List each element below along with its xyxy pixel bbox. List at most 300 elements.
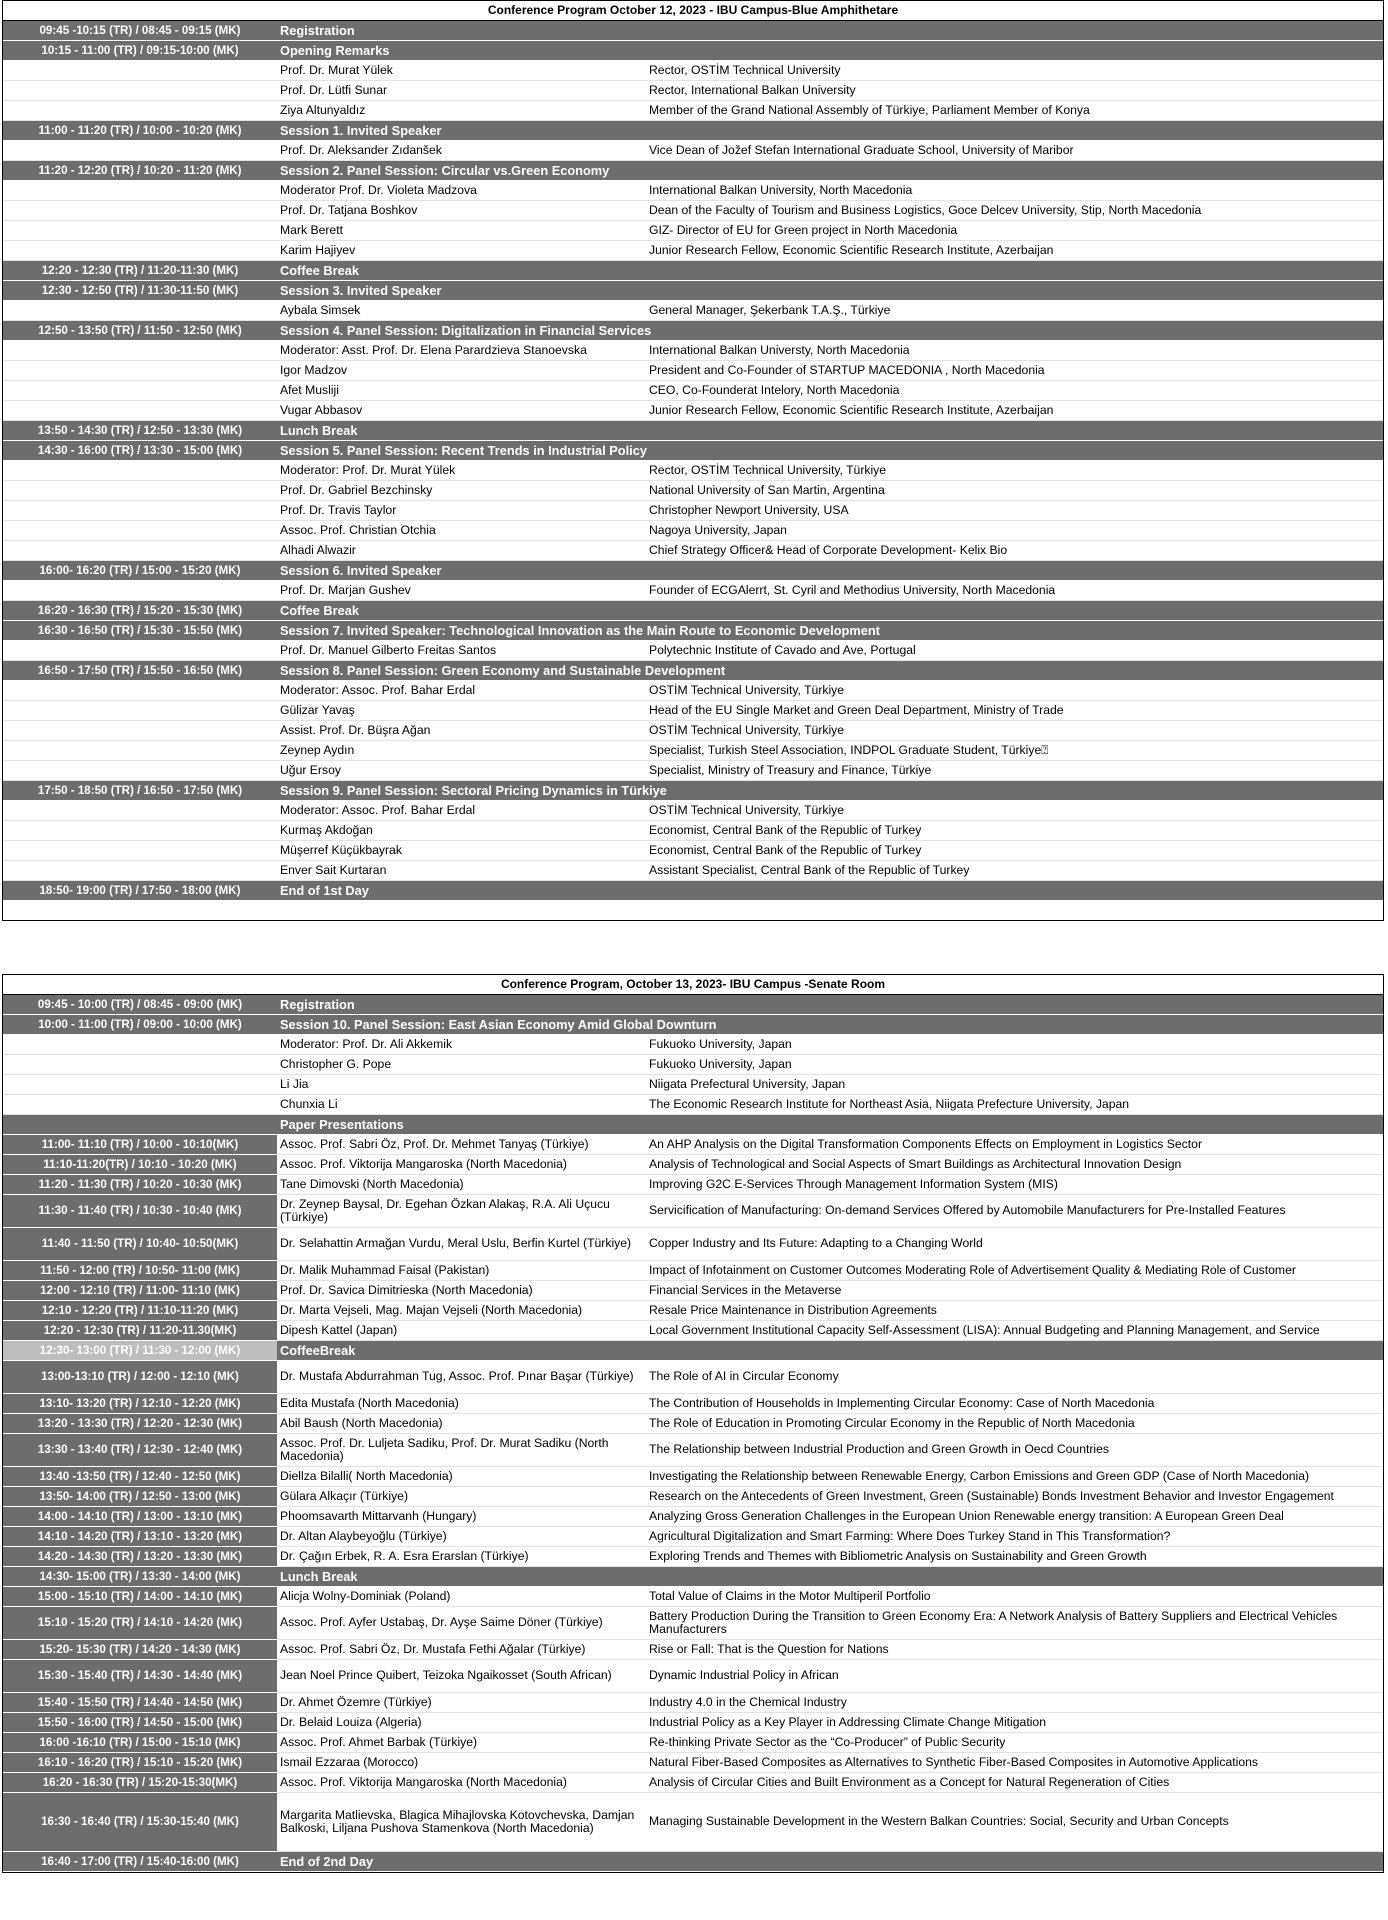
presenter-names: Prof. Dr. Savica Dimitrieska (North Macedonia) <box>277 1281 646 1301</box>
paper-title: Investigating the Relationship between Renewable Energy, Carbon Emissions and Green GDP (Case of North Macedonia) <box>646 1467 1383 1487</box>
time-slot-empty <box>3 821 277 841</box>
time-slot: 11:00 - 11:20 (TR) / 10:00 - 10:20 (MK) <box>3 121 277 141</box>
time-slot: 12:30 - 12:50 (TR) / 11:30-11:50 (MK) <box>3 281 277 301</box>
presenter-names: Dr. Altan Alaybeyoğlu (Türkiye) <box>277 1527 646 1547</box>
speaker-affiliation: Rector, OSTİM Technical University, Türkiye <box>646 461 1383 481</box>
paper-title: Exploring Trends and Themes with Bibliometric Analysis on Sustainability and Green Growth <box>646 1547 1383 1567</box>
speaker-name: Mark Berett <box>277 221 646 241</box>
time-slot-empty <box>3 101 277 121</box>
speaker-name: Moderator Prof. Dr. Violeta Madzova <box>277 181 646 201</box>
speaker-affiliation: Economist, Central Bank of the Republic of Turkey <box>646 841 1383 861</box>
time-slot: 12:50 - 13:50 (TR) / 11:50 - 12:50 (MK) <box>3 321 277 341</box>
time-slot: 18:50- 19:00 (TR) / 17:50 - 18:00 (MK) <box>3 881 277 901</box>
paper-title: An AHP Analysis on the Digital Transformation Components Effects on Employment in Logistics Sector <box>646 1135 1383 1155</box>
session-title: Paper Presentations <box>277 1115 1383 1135</box>
session-title: Session 3. Invited Speaker <box>277 281 1383 301</box>
presenter-names: Dr. Çağın Erbek, R. A. Esra Erarslan (Türkiye) <box>277 1547 646 1567</box>
time-slot-empty <box>3 241 277 261</box>
presenter-names: Phoomsavarth Mittarvanh (Hungary) <box>277 1507 646 1527</box>
presenter-names: Dr. Ahmet Özemre (Türkiye) <box>277 1693 646 1713</box>
time-slot: 14:00 - 14:10 (TR) / 13:00 - 13:10 (MK) <box>3 1507 277 1527</box>
session-header-row <box>3 321 1383 341</box>
speaker-row <box>3 241 1383 261</box>
paper-title: Re-thinking Private Sector as the “Co-Producer” of Public Security <box>646 1733 1383 1753</box>
speaker-affiliation: International Balkan Universty, North Macedonia <box>646 341 1383 361</box>
paper-row <box>3 1487 1383 1507</box>
speaker-name: Assist. Prof. Dr. Büşra Ağan <box>277 721 646 741</box>
speaker-name: Vugar Abbasov <box>277 401 646 421</box>
time-slot: 16:20 - 16:30 (TR) / 15:20 - 15:30 (MK) <box>3 601 277 621</box>
time-slot-empty <box>3 1095 277 1115</box>
session-header-row <box>3 261 1383 281</box>
time-slot: 09:45 - 10:00 (TR) / 08:45 - 09:00 (MK) <box>3 995 277 1015</box>
time-slot: 14:30 - 16:00 (TR) / 13:30 - 15:00 (MK) <box>3 441 277 461</box>
paper-row <box>3 1507 1383 1527</box>
speaker-affiliation: Junior Research Fellow, Economic Scientific Research Institute, Azerbaijan <box>646 401 1383 421</box>
speaker-affiliation: OSTİM Technical University, Türkiye <box>646 721 1383 741</box>
speaker-row <box>3 841 1383 861</box>
time-slot-empty <box>3 541 277 561</box>
session-title: Coffee Break <box>277 261 1383 281</box>
presenter-names: Dipesh Kattel (Japan) <box>277 1321 646 1341</box>
session-header-row <box>3 661 1383 681</box>
presenter-names: Assoc. Prof. Viktorija Mangaroska (North Macedonia) <box>277 1773 646 1793</box>
time-slot: 12:20 - 12:30 (TR) / 11:20-11:30 (MK) <box>3 261 277 281</box>
speaker-affiliation: Rector, OSTİM Technical University <box>646 61 1383 81</box>
day2-title: Conference Program, October 13, 2023- IBU Campus -Senate Room <box>3 975 1383 995</box>
speaker-affiliation: Specialist, Turkish Steel Association, INDPOL Graduate Student, Türkiye⍰ <box>646 741 1383 761</box>
time-slot-empty <box>3 501 277 521</box>
speaker-row <box>3 81 1383 101</box>
presenter-names: Assoc. Prof. Sabri Öz, Prof. Dr. Mehmet Tanyaş (Türkiye) <box>277 1135 646 1155</box>
presenter-names: Dr. Marta Vejseli, Mag. Majan Vejseli (North Macedonia) <box>277 1301 646 1321</box>
paper-title: Analysis of Circular Cities and Built Environment as a Concept for Natural Regeneration of Cities <box>646 1773 1383 1793</box>
speaker-affiliation: Rector, International Balkan University <box>646 81 1383 101</box>
paper-row <box>3 1414 1383 1434</box>
presenter-names: Assoc. Prof. Ayfer Ustabaş, Dr. Ayşe Saime Döner (Türkiye) <box>277 1607 646 1640</box>
presenter-names: Assoc. Prof. Ahmet Barbak (Türkiye) <box>277 1733 646 1753</box>
speaker-affiliation: Dean of the Faculty of Tourism and Business Logistics, Goce Delcev University, Stip, North Macedonia <box>646 201 1383 221</box>
speaker-row <box>3 861 1383 881</box>
paper-title: Natural Fiber-Based Composites as Alternatives to Synthetic Fiber-Based Composites in Automotive Applications <box>646 1753 1383 1773</box>
speaker-name: Assoc. Prof. Christian Otchia <box>277 521 646 541</box>
time-slot-empty <box>3 641 277 661</box>
paper-row <box>3 1547 1383 1567</box>
paper-title: Copper Industry and Its Future: Adapting to a Changing World <box>646 1228 1383 1261</box>
session-title: Session 2. Panel Session: Circular vs.Green Economy <box>277 161 1383 181</box>
day2-program-table <box>2 974 1384 1873</box>
speaker-name: Ziya Altunyaldız <box>277 101 646 121</box>
speaker-name: Prof. Dr. Travis Taylor <box>277 501 646 521</box>
speaker-row <box>3 501 1383 521</box>
session-title: Registration <box>277 995 1383 1015</box>
time-slot: 13:30 - 13:40 (TR) / 12:30 - 12:40 (MK) <box>3 1434 277 1467</box>
time-slot-empty <box>3 761 277 781</box>
session-title: Opening Remarks <box>277 41 1383 61</box>
speaker-row <box>3 681 1383 701</box>
session-title: Lunch Break <box>277 1567 1383 1587</box>
paper-row <box>3 1713 1383 1733</box>
speaker-row <box>3 641 1383 661</box>
paper-row <box>3 1228 1383 1261</box>
time-slot: 16:30 - 16:40 (TR) / 15:30-15:40 (MK) <box>3 1793 277 1852</box>
time-slot: 12:30- 13:00 (TR) / 11:30 - 12:00 (MK) <box>3 1341 277 1361</box>
session-header-row <box>3 601 1383 621</box>
time-slot-empty <box>3 1035 277 1055</box>
time-slot: 14:10 - 14:20 (TR) / 13:10 - 13:20 (MK) <box>3 1527 277 1547</box>
session-header-row <box>3 21 1383 41</box>
speaker-affiliation: Head of the EU Single Market and Green Deal Department, Ministry of Trade <box>646 701 1383 721</box>
paper-row <box>3 1361 1383 1394</box>
time-slot: 15:20- 15:30 (TR) / 14:20 - 14:30 (MK) <box>3 1640 277 1660</box>
speaker-row <box>3 1095 1383 1115</box>
speaker-affiliation: Fukuoko University, Japan <box>646 1035 1383 1055</box>
session-header-row <box>3 1341 1383 1361</box>
presenter-names: Assoc. Prof. Dr. Luljeta Sadiku, Prof. Dr. Murat Sadiku (North Macedonia) <box>277 1434 646 1467</box>
speaker-affiliation: Niigata Prefectural University, Japan <box>646 1075 1383 1095</box>
session-title: Session 10. Panel Session: East Asian Economy Amid Global Downturn <box>277 1015 1383 1035</box>
session-title: Session 7. Invited Speaker: Technological Innovation as the Main Route to Economic Development <box>277 621 1383 641</box>
time-slot: 16:10 - 16:20 (TR) / 15:10 - 15:20 (MK) <box>3 1753 277 1773</box>
speaker-name: Christopher G. Pope <box>277 1055 646 1075</box>
time-slot: 13:50- 14:00 (TR) / 12:50 - 13:00 (MK) <box>3 1487 277 1507</box>
paper-title: The Role of AI in Circular Economy <box>646 1361 1383 1394</box>
time-slot-empty <box>3 861 277 881</box>
speaker-row <box>3 821 1383 841</box>
time-slot: 11:20 - 11:30 (TR) / 10:20 - 10:30 (MK) <box>3 1175 277 1195</box>
presenter-names: Abil Baush (North Macedonia) <box>277 1414 646 1434</box>
speaker-affiliation: GIZ- Director of EU for Green project in North Macedonia <box>646 221 1383 241</box>
speaker-name: Prof. Dr. Gabriel Bezchinsky <box>277 481 646 501</box>
time-slot: 11:30 - 11:40 (TR) / 10:30 - 10:40 (MK) <box>3 1195 277 1228</box>
presenter-names: Ismail Ezzaraa (Morocco) <box>277 1753 646 1773</box>
paper-title: Total Value of Claims in the Motor Multiperil Portfolio <box>646 1587 1383 1607</box>
speaker-name: Uğur Ersoy <box>277 761 646 781</box>
time-slot: 10:00 - 11:00 (TR) / 09:00 - 10:00 (MK) <box>3 1015 277 1035</box>
time-slot: 16:00 -16:10 (TR) / 15:00 - 15:10 (MK) <box>3 1733 277 1753</box>
paper-row <box>3 1607 1383 1640</box>
speaker-affiliation: International Balkan University, North Macedonia <box>646 181 1383 201</box>
presenter-names: Dr. Malik Muhammad Faisal (Pakistan) <box>277 1261 646 1281</box>
speaker-row <box>3 1075 1383 1095</box>
speaker-name: Alhadi Alwazir <box>277 541 646 561</box>
time-slot-empty <box>3 201 277 221</box>
speaker-affiliation: Member of the Grand National Assembly of Türkiye, Parliament Member of Konya <box>646 101 1383 121</box>
time-slot: 15:00 - 15:10 (TR) / 14:00 - 14:10 (MK) <box>3 1587 277 1607</box>
presenter-names: Assoc. Prof. Sabri Öz, Dr. Mustafa Fethi Ağalar (Türkiye) <box>277 1640 646 1660</box>
time-slot-empty <box>3 461 277 481</box>
presenter-names: Alicja Wolny-Dominiak (Poland) <box>277 1587 646 1607</box>
paper-row <box>3 1640 1383 1660</box>
speaker-row <box>3 181 1383 201</box>
speaker-row <box>3 801 1383 821</box>
session-header-row <box>3 1567 1383 1587</box>
speaker-row <box>3 461 1383 481</box>
paper-title: Local Government Institutional Capacity Self-Assessment (LISA): Annual Budgeting and Planning Management, and Service <box>646 1321 1383 1341</box>
speaker-name: Prof. Dr. Marjan Gushev <box>277 581 646 601</box>
speaker-affiliation: Specialist, Ministry of Treasury and Finance, Türkiye <box>646 761 1383 781</box>
time-slot-empty <box>3 141 277 161</box>
speaker-row <box>3 1055 1383 1075</box>
speaker-row <box>3 481 1383 501</box>
speaker-name: Aybala Simsek <box>277 301 646 321</box>
paper-title: Managing Sustainable Development in the Western Balkan Countries: Social, Security and Urban Concepts <box>646 1793 1383 1852</box>
session-title: Session 4. Panel Session: Digitalization in Financial Services <box>277 321 1383 341</box>
speaker-name: Kurmaş Akdoğan <box>277 821 646 841</box>
paper-row <box>3 1301 1383 1321</box>
time-slot: 13:10- 13:20 (TR) / 12:10 - 12:20 (MK) <box>3 1394 277 1414</box>
session-header-row <box>3 281 1383 301</box>
time-slot-empty <box>3 81 277 101</box>
time-slot: 13:20 - 13:30 (TR) / 12:20 - 12:30 (MK) <box>3 1414 277 1434</box>
speaker-affiliation: CEO, Co-Founderat Intelory, North Macedonia <box>646 381 1383 401</box>
time-slot-empty <box>3 1075 277 1095</box>
speaker-affiliation: Polytechnic Institute of Cavado and Ave, Portugal <box>646 641 1383 661</box>
paper-row <box>3 1693 1383 1713</box>
speaker-row <box>3 741 1383 761</box>
paper-title: Servicification of Manufacturing: On-demand Services Offered by Automobile Manufacturers for Pre-Installed Features <box>646 1195 1383 1228</box>
speaker-affiliation: The Economic Research Institute for Northeast Asia, Niigata Prefecture University, Japan <box>646 1095 1383 1115</box>
speaker-name: Zeynep Aydın <box>277 741 646 761</box>
paper-row <box>3 1793 1383 1852</box>
presenter-names: Jean Noel Prince Quibert, Teizoka Ngaikosset (South African) <box>277 1660 646 1693</box>
session-title: Session 5. Panel Session: Recent Trends in Industrial Policy <box>277 441 1383 461</box>
blank-row <box>3 901 1383 921</box>
speaker-affiliation: Fukuoko University, Japan <box>646 1055 1383 1075</box>
speaker-name: Moderator: Prof. Dr. Ali Akkemik <box>277 1035 646 1055</box>
paper-title: The Role of Education in Promoting Circular Economy in the Republic of North Macedonia <box>646 1414 1383 1434</box>
presenter-names: Dr. Belaid Louiza (Algeria) <box>277 1713 646 1733</box>
session-header-row <box>3 1115 1383 1135</box>
speaker-row <box>3 61 1383 81</box>
paper-row <box>3 1135 1383 1155</box>
paper-row <box>3 1527 1383 1547</box>
time-slot: 14:30- 15:00 (TR) / 13:30 - 14:00 (MK) <box>3 1567 277 1587</box>
speaker-name: Karim Hajiyev <box>277 241 646 261</box>
speaker-affiliation: Founder of ECGAlerrt, St. Cyril and Methodius University, North Macedonia <box>646 581 1383 601</box>
paper-row <box>3 1281 1383 1301</box>
speaker-name: Enver Sait Kurtaran <box>277 861 646 881</box>
speaker-name: Igor Madzov <box>277 361 646 381</box>
time-slot-empty <box>3 741 277 761</box>
time-slot <box>3 1115 277 1135</box>
speaker-row <box>3 581 1383 601</box>
speaker-affiliation: OSTİM Technical University, Türkiye <box>646 681 1383 701</box>
paper-title: Resale Price Maintenance in Distribution Agreements <box>646 1301 1383 1321</box>
speaker-affiliation: Junior Research Fellow, Economic Scientific Research Institute, Azerbaijan <box>646 241 1383 261</box>
speaker-affiliation: National University of San Martin, Argentina <box>646 481 1383 501</box>
speaker-row <box>3 221 1383 241</box>
time-slot-empty <box>3 701 277 721</box>
speaker-row <box>3 361 1383 381</box>
speaker-name: Chunxia Li <box>277 1095 646 1115</box>
time-slot: 12:20 - 12:30 (TR) / 11:20-11.30(MK) <box>3 1321 277 1341</box>
blank-cell <box>3 901 1383 921</box>
session-header-row <box>3 995 1383 1015</box>
speaker-name: Moderator: Asst. Prof. Dr. Elena Parardzieva Stanoevska <box>277 341 646 361</box>
speaker-name: Afet Musliji <box>277 381 646 401</box>
time-slot-empty <box>3 581 277 601</box>
paper-row <box>3 1753 1383 1773</box>
time-slot: 15:50 - 16:00 (TR) / 14:50 - 15:00 (MK) <box>3 1713 277 1733</box>
speaker-row <box>3 301 1383 321</box>
presenter-names: Dr. Selahattin Armağan Vurdu, Meral Uslu, Berfin Kurtel (Türkiye) <box>277 1228 646 1261</box>
session-header-row <box>3 621 1383 641</box>
session-title: Session 9. Panel Session: Sectoral Pricing Dynamics in Türkiye <box>277 781 1383 801</box>
time-slot: 16:00- 16:20 (TR) / 15:00 - 15:20 (MK) <box>3 561 277 581</box>
session-header-row <box>3 1852 1383 1872</box>
paper-title: Improving G2C E-Services Through Management Information System (MIS) <box>646 1175 1383 1195</box>
speaker-name: Gülizar Yavaş <box>277 701 646 721</box>
speaker-row <box>3 541 1383 561</box>
paper-row <box>3 1587 1383 1607</box>
time-slot: 12:00 - 12:10 (TR) / 11:00- 11:10 (MK) <box>3 1281 277 1301</box>
time-slot: 15:10 - 15:20 (TR) / 14:10 - 14:20 (MK) <box>3 1607 277 1640</box>
presenter-names: Edita Mustafa (North Macedonia) <box>277 1394 646 1414</box>
speaker-row <box>3 721 1383 741</box>
session-header-row <box>3 121 1383 141</box>
time-slot-empty <box>3 221 277 241</box>
speaker-affiliation: Chief Strategy Officer& Head of Corporate Development- Kelix Bio <box>646 541 1383 561</box>
paper-row <box>3 1155 1383 1175</box>
speaker-affiliation: General Manager, Şekerbank T.A.Ş., Türkiye <box>646 301 1383 321</box>
session-title: End of 1st Day <box>277 881 1383 901</box>
paper-title: Industrial Policy as a Key Player in Addressing Climate Change Mitigation <box>646 1713 1383 1733</box>
time-slot-empty <box>3 61 277 81</box>
paper-title: Agricultural Digitalization and Smart Farming: Where Does Turkey Stand in This Transformation? <box>646 1527 1383 1547</box>
presenter-names: Margarita Matlievska, Blagica Mihajlovska Kotovchevska, Damjan Balkoski, Liljana Pushova Stamenkova (North Macedonia) <box>277 1793 646 1852</box>
time-slot: 11:20 - 12:20 (TR) / 10:20 - 11:20 (MK) <box>3 161 277 181</box>
paper-row <box>3 1394 1383 1414</box>
speaker-name: Moderator: Prof. Dr. Murat Yülek <box>277 461 646 481</box>
time-slot: 16:30 - 16:50 (TR) / 15:30 - 15:50 (MK) <box>3 621 277 641</box>
presenter-names: Assoc. Prof. Viktorija Mangaroska (North Macedonia) <box>277 1155 646 1175</box>
time-slot-empty <box>3 801 277 821</box>
time-slot: 13:50 - 14:30 (TR) / 12:50 - 13:30 (MK) <box>3 421 277 441</box>
time-slot: 16:40 - 17:00 (TR) / 15:40-16:00 (MK) <box>3 1852 277 1872</box>
time-slot-empty <box>3 841 277 861</box>
speaker-row <box>3 401 1383 421</box>
session-title: Lunch Break <box>277 421 1383 441</box>
session-header-row <box>3 781 1383 801</box>
session-header-row <box>3 1015 1383 1035</box>
time-slot: 16:50 - 17:50 (TR) / 15:50 - 16:50 (MK) <box>3 661 277 681</box>
speaker-affiliation: Vice Dean of Jožef Stefan International Graduate School, University of Maribor <box>646 141 1383 161</box>
speaker-name: Moderator: Assoc. Prof. Bahar Erdal <box>277 681 646 701</box>
time-slot: 11:10-11:20(TR) / 10:10 - 10:20 (MK) <box>3 1155 277 1175</box>
session-header-row <box>3 421 1383 441</box>
session-title: Session 1. Invited Speaker <box>277 121 1383 141</box>
speaker-row <box>3 381 1383 401</box>
speaker-name: Prof. Dr. Tatjana Boshkov <box>277 201 646 221</box>
day1-program-table <box>2 0 1384 921</box>
paper-title: Analysis of Technological and Social Aspects of Smart Buildings as Architectural Innovation Design <box>646 1155 1383 1175</box>
speaker-affiliation: Assistant Specialist, Central Bank of the Republic of Turkey <box>646 861 1383 881</box>
time-slot: 14:20 - 14:30 (TR) / 13:20 - 13:30 (MK) <box>3 1547 277 1567</box>
session-title: Session 6. Invited Speaker <box>277 561 1383 581</box>
time-slot-empty <box>3 401 277 421</box>
speaker-name: Prof. Dr. Lütfi Sunar <box>277 81 646 101</box>
time-slot-empty <box>3 361 277 381</box>
session-header-row <box>3 441 1383 461</box>
paper-title: Research on the Antecedents of Green Investment, Green (Sustainable) Bonds Investment Behavior and Investor Engagement <box>646 1487 1383 1507</box>
presenter-names: Tane Dimovski (North Macedonia) <box>277 1175 646 1195</box>
session-header-row <box>3 161 1383 181</box>
paper-row <box>3 1660 1383 1693</box>
speaker-name: Moderator: Assoc. Prof. Bahar Erdal <box>277 801 646 821</box>
time-slot-empty <box>3 181 277 201</box>
paper-title: Impact of Infotainment on Customer Outcomes Moderating Role of Advertisement Quality & Mediating Role of Customer <box>646 1261 1383 1281</box>
paper-row <box>3 1195 1383 1228</box>
paper-title: Rise or Fall: That is the Question for Nations <box>646 1640 1383 1660</box>
paper-row <box>3 1733 1383 1753</box>
session-header-row <box>3 561 1383 581</box>
speaker-row <box>3 761 1383 781</box>
session-header-row <box>3 881 1383 901</box>
paper-row <box>3 1467 1383 1487</box>
speaker-affiliation: Nagoya University, Japan <box>646 521 1383 541</box>
speaker-row <box>3 1035 1383 1055</box>
time-slot: 15:40 - 15:50 (TR) / 14:40 - 14:50 (MK) <box>3 1693 277 1713</box>
speaker-row <box>3 521 1383 541</box>
time-slot-empty <box>3 341 277 361</box>
day1-title: Conference Program October 12, 2023 - IBU Campus-Blue Amphithetare <box>3 1 1383 21</box>
paper-title: Dynamic Industrial Policy in African <box>646 1660 1383 1693</box>
speaker-affiliation: President and Co-Founder of STARTUP MACEDONIA , North Macedonia <box>646 361 1383 381</box>
time-slot: 10:15 - 11:00 (TR) / 09:15-10:00 (MK) <box>3 41 277 61</box>
paper-title: Analyzing Gross Generation Challenges in the European Union Renewable energy transition: A European Green Deal <box>646 1507 1383 1527</box>
paper-title: Battery Production During the Transition to Green Economy Era: A Network Analysis of Battery Suppliers and Electrical Vehicles Manufacturers <box>646 1607 1383 1640</box>
paper-title: The Contribution of Households in Implementing Circular Economy: Case of North Macedonia <box>646 1394 1383 1414</box>
speaker-affiliation: Christopher Newport University, USA <box>646 501 1383 521</box>
time-slot: 11:50 - 12:00 (TR) / 10:50- 11:00 (MK) <box>3 1261 277 1281</box>
presenter-names: Dr. Zeynep Baysal, Dr. Egehan Özkan Alakaş, R.A. Ali Uçucu (Türkiye) <box>277 1195 646 1228</box>
time-slot: 11:00- 11:10 (TR) / 10:00 - 10:10(MK) <box>3 1135 277 1155</box>
session-title: End of 2nd Day <box>277 1852 1383 1872</box>
speaker-row <box>3 341 1383 361</box>
time-slot: 12:10 - 12:20 (TR) / 11:10-11:20 (MK) <box>3 1301 277 1321</box>
speaker-row <box>3 201 1383 221</box>
presenter-names: Diellza Bilalli( North Macedonia) <box>277 1467 646 1487</box>
presenter-names: Gülara Alkaçır (Türkiye) <box>277 1487 646 1507</box>
presenter-names: Dr. Mustafa Abdurrahman Tug, Assoc. Prof. Pınar Başar (Türkiye) <box>277 1361 646 1394</box>
session-title: Session 8. Panel Session: Green Economy and Sustainable Development <box>277 661 1383 681</box>
speaker-row <box>3 701 1383 721</box>
time-slot: 16:20 - 16:30 (TR) / 15:20-15:30(MK) <box>3 1773 277 1793</box>
time-slot: 15:30 - 15:40 (TR) / 14:30 - 14:40 (MK) <box>3 1660 277 1693</box>
paper-title: Industry 4.0 in the Chemical Industry <box>646 1693 1383 1713</box>
paper-row <box>3 1773 1383 1793</box>
time-slot-empty <box>3 1055 277 1075</box>
speaker-row <box>3 141 1383 161</box>
paper-title: The Relationship between Industrial Production and Green Growth in Oecd Countries <box>646 1434 1383 1467</box>
session-title: Registration <box>277 21 1383 41</box>
speaker-name: Li Jia <box>277 1075 646 1095</box>
time-slot-empty <box>3 681 277 701</box>
time-slot: 09:45 -10:15 (TR) / 08:45 - 09:15 (MK) <box>3 21 277 41</box>
speaker-name: Prof. Dr. Murat Yülek <box>277 61 646 81</box>
time-slot-empty <box>3 481 277 501</box>
speaker-name: Prof. Dr. Aleksander Zıdanšek <box>277 141 646 161</box>
time-slot: 11:40 - 11:50 (TR) / 10:40- 10:50(MK) <box>3 1228 277 1261</box>
session-header-row <box>3 41 1383 61</box>
speaker-name: Müşerref Küçükbayrak <box>277 841 646 861</box>
paper-title: Financial Services in the Metaverse <box>646 1281 1383 1301</box>
speaker-affiliation: Economist, Central Bank of the Republic of Turkey <box>646 821 1383 841</box>
session-title: CoffeeBreak <box>277 1341 1383 1361</box>
time-slot-empty <box>3 521 277 541</box>
paper-row <box>3 1321 1383 1341</box>
